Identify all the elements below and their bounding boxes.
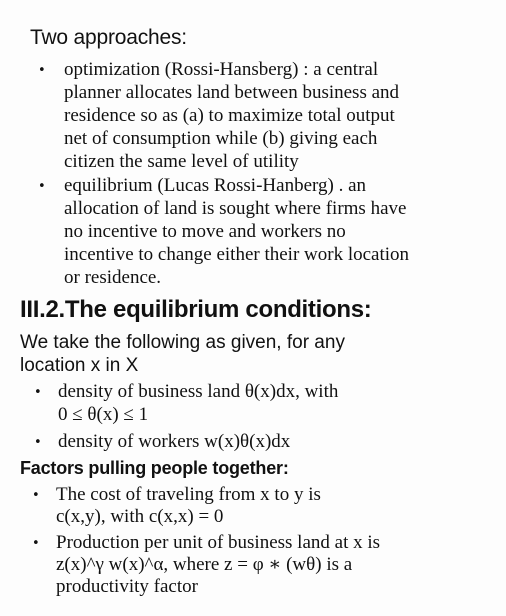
factors-heading: Factors pulling people together: [20,458,289,478]
factors-list [32,484,482,602]
intro-text [20,331,420,377]
bullet-icon: • [32,488,40,503]
givens-list [34,380,474,457]
approaches-list [38,58,478,290]
factor-production [32,532,482,598]
approach-line: optimization (Rossi-Hansberg) : a central [64,59,379,80]
factor-line: The cost of traveling from x to y is [56,484,321,505]
approaches-heading: Two approaches: [30,26,187,49]
approach-line: citizen the same level of utility [64,151,299,172]
factor-travel-cost [32,484,482,528]
approach-optimization [38,58,478,173]
factor-line: z(x)^γ w(x)^α, where z = φ ∗ (wθ) is a [56,554,353,575]
factor-line: productivity factor [56,576,198,597]
approach-equilibrium [38,174,478,289]
bullet-icon: • [38,63,46,78]
factor-line: Production per unit of business land at x is [56,532,381,553]
approach-line: incentive to change either their work location [64,244,410,265]
approach-line: allocation of land is sought where firms have [64,198,407,219]
bullet-icon: • [34,435,42,450]
given-workers [34,430,474,453]
given-line: density of business land θ(x)dx, with [58,381,339,402]
given-business-land [34,380,474,426]
approach-line: net of consumption while (b) giving each [64,128,378,149]
bullet-icon: • [38,179,46,194]
bullet-icon: • [32,536,40,551]
approach-line: planner allocates land between business and [64,82,400,103]
factor-line: c(x,y), with c(x,x) = 0 [56,506,224,527]
bullet-icon: • [34,385,42,400]
approach-line: residence so as (a) to maximize total output [64,105,395,126]
section-heading: III.2.The equilibrium conditions: [20,296,372,323]
intro-line: location x in X [20,355,139,376]
intro-line: We take the following as given, for any [20,332,345,353]
given-line: 0 ≤ θ(x) ≤ 1 [58,404,149,425]
given-line: density of workers w(x)θ(x)dx [58,431,291,452]
approach-line: equilibrium (Lucas Rossi-Hanberg) . an [64,175,366,196]
approach-line: no incentive to move and workers no [64,221,346,242]
approach-line: or residence. [64,267,162,288]
